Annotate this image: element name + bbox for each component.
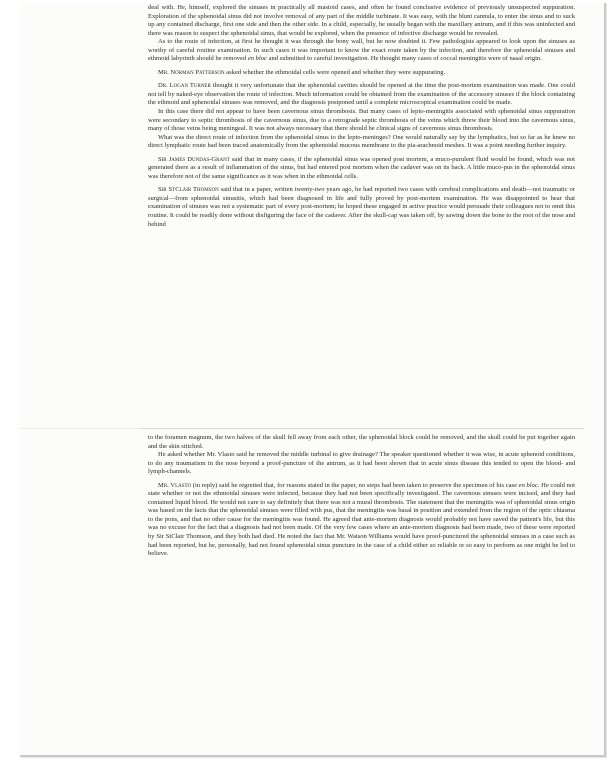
lower-text-column bbox=[148, 434, 575, 559]
paragraph: What was the direct route of infection from the sphenoidal sinus to the lepto-meninges? One would naturally say by the lymphatics, but so far as he knew no direct lymphatic route had been traced anatomically from the sphenoidal mucous membrane to the pia-arachnoid meshes. It was a point needing further inquiry. bbox=[148, 133, 575, 150]
paragraph: deal with. He, himself, explored the sinuses in practically all mastoid cases, and often he found conclusive evidence of previously unsuspected suppuration. Exploration of the sphenoidal sinus did not involve removal of any part of the middle turbinate. It was easy, with the blunt cannula, to enter the sinus and to suck up any contained discharge, first one side and then the other side. In a child, especially, he usually began with the maxillary antrum, and if this was uninfected and there was reason to suspect the sphenoidal sinus, that would be explored, when the presence of infective discharge would be revealed. bbox=[148, 4, 575, 37]
italic-phrase: en bloc bbox=[247, 55, 267, 63]
paragraph: He asked whether Mr. Vlasto said he removed the middle turbinal to give drainage? The speaker questioned whether it was wise, in acute sphenoid conditions, to do any traumatism in the nose beyond a proof-puncture of the antrum, as it had been shown that in acute sinus disease this tended to open the blood- and lymph-channels. bbox=[148, 451, 575, 476]
page-fold-shadow bbox=[20, 428, 148, 429]
paragraph: As to the route of infection, at first he thought it was through the bony wall, but he now doubted it. Few pathologists appeared to look upon the sinuses as worthy of careful routine examination. In such cases it was important to know the exact route taken by the infection, and therefore the sphenoidal sinuses and ethmoid labyrinth should be removed en bloc and submitted to careful investigation. He thought many cases of coccal meningitis were of nasal origin. bbox=[148, 38, 575, 63]
paragraph: to the foramen magnum, the two halves of the skull fell away from each other, the sphenoidal block could be removed, and the skull could be put together again and the skin stitched. bbox=[148, 434, 575, 450]
page-break-line bbox=[140, 428, 584, 429]
speaker-name: Sir StClair Thomson bbox=[158, 186, 219, 194]
speaker-name: Mr. Vlasto bbox=[158, 481, 192, 489]
paragraph: Sir StClair Thomson said that in a paper, written twenty-two years ago, he had reported two cases with cerebral complications and death—not traumatic or surgical—from sphenoidal sinusitis, which had been diagnosed in life and fully proved by post-mortem examination. He was disappointed to hear that examination of sinuses was not a systematic part of every post-mortem; he hoped these engaged in active practice would persuade their colleagues not to omit this routine. It could be readily done without disfiguring the face of the cadaver. After the skull-cap was taken off, by sawing down the bone to the root of the nose and behind bbox=[148, 186, 575, 228]
paragraph: Sir James Dundas-Grant said that in many cases, if the sphenoidal sinus was opened post mortem, a muco-purulent fluid would be found, which was not generated there as a result of inflammation of the sinus, but had entered post mortem when the cadaver was on its back. A little muco-pus in the sphenoidal sinus was therefore not of the same significance as it was when in the ethmoidal cells. bbox=[148, 155, 576, 180]
speaker-name: Dr. Logan Turner bbox=[158, 82, 211, 90]
paragraph: Dr. Logan Turner thought it very unfortunate that the sphenoidal cavities should be opened at the time the post-mortem examination was made. One could not tell by naked-eye observation the route of infection. Much information could be obtained from the examination of the accessory sinuses if the block containing the ethmoid and sphenoidal sinuses was removed, and the diagnosis postponed until a complete microscopical examination could be made. bbox=[148, 82, 576, 107]
paragraph: Mr. Vlasto (in reply) said he regretted that, for reasons stated in the paper, no steps had been taken to preserve the specimen of his case en bloc. He could not state whether or not the ethmoidal sinuses were infected, because they had not been specifically investigated. The cavernous sinuses were incised, and they had contained liquid blood. He would not care to say definitely that there was not a mural thrombosis. The statement that the meningitis was of sphenoidal sinus origin was based on the facts that the sphenoidal sinuses were filled with pus, that the meningitis was basal in position and extended from the region of the optic chiasma to the pons, and that no other cause for the meningitis was found. He agreed that ante-mortem diagnosis would probably not have saved the patient's life, but this was no excuse for the fact that a diagnosis had not been made. Of the very few cases where an ante-mortem diagnosis had been made, two of these were reported by Sir StClair Thomson, and they both had died. He noted the fact that Mr. Watson Williams would have proof-punctured the sphenoidal sinuses in a case such as had been reported, but he, personally, had not found sphenoidal sinus puncture in the case of a child either so reliable or so easy to perform as one might be led to believe. bbox=[148, 481, 575, 558]
speaker-name: Sir James Dundas-Grant bbox=[158, 155, 230, 163]
speaker-name: Mr. Norman Patterson bbox=[158, 68, 225, 76]
italic-phrase: en bloc. bbox=[518, 481, 540, 489]
upper-text-column bbox=[148, 4, 575, 229]
paragraph: Mr. Norman Patterson asked whether the ethmoidal cells were opened and whether they were suppurating. bbox=[158, 68, 446, 76]
paragraph: In this case there did not appear to have been cavernous sinus thrombosis. But many cases of lepto-meningitis associated with sphenoidal sinus suppuration were secondary to septic thrombosis of the cavernous sinus, due to a retrograde septic thrombosis of the veins which threw their blood into the cavernous sinus, many of those veins being meningeal. It was not always necessary that there should be clinical signs of cavernous sinus thrombosis. bbox=[148, 108, 575, 133]
